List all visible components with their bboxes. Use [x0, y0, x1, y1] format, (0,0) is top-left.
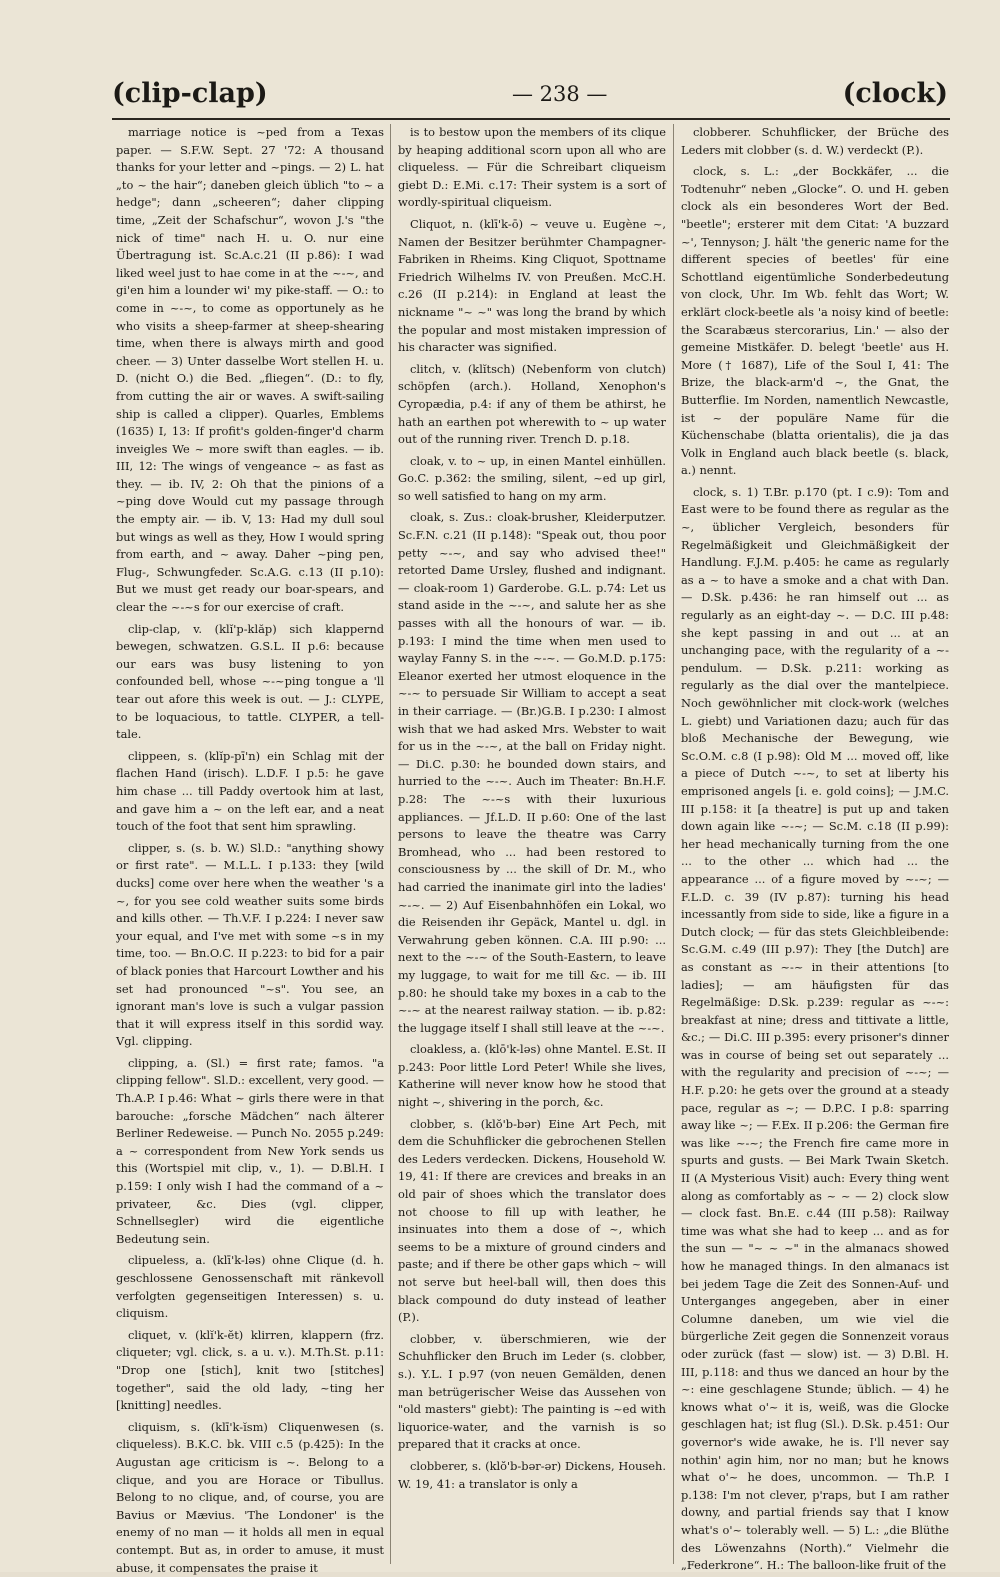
dictionary-entry: clip-clap, v. (klĭ'p-klăp) sich klappernd bewegen, schwatzen. G.S.L. II p.6: because our ears was busy listening to yon confounded bell, whose ~-~ping tongue a 'll tear out afore this week is out. — J.: CLYPE, to be loquacious, to tattle. CLYPER, a tell-tale. [116, 621, 384, 742]
dictionary-entry: clobberer. Schuhflicker, der Brüche des Leders mit clobber (s. d. W.) verdeckt (P.). [681, 125, 949, 157]
dictionary-entry: cloak, s. Zus.: cloak-brusher, Kleiderputzer. Sc.F.N. c.21 (II p.148): "Speak out, thou poor petty ~-~, and say who advised thee!" retorted Dame Ursley, flushed and indignant. — cloak-room 1) Garderobe. G.L. p.74: Let us stand aside in the ~-~, and salute her as she passes with all the honours of war. — ib. p.193: I mind the time when men used to waylay Fanny S. in the ~-~. — Go.M.D. p.175: Eleanor exerted her utmost eloquence in the ~-~ to persuade Sir William to accept a seat in their carriage. — (Br.)G.B. I p.230: I almost wish that we had asked Mrs. Webster to wait for us in the ~-~, at the ball on Friday night. — Di.C. p.30: he bounded down stairs, and hurried to the ~-~. Auch im Theater: Bn.H.F. p.28: The ~-~s with their luxurious appliances. — Jf.L.D. II p.60: One of the last persons to leave the theatre was Carry Bromhead, who ... had been restored to consciousness by ... the skill of Dr. M., who had carried the inanimate girl into the ladies' ~-~. — 2) Auf Eisenbahnhöfen ein Lokal, wo die Reisenden ihr Gepäck, Mantel u. dgl. in Verwahrung geben können. C.A. III p.90: ... next to the ~-~ of the South-Eastern, to leave my luggage, to wait for me till &c. — ib. III p.80: he should take my boxes in a cab to the ~-~ at the nearest railway station. — ib. p.82: the luggage itself I shall still leave at the ~-~. [398, 510, 666, 1035]
dictionary-entry: clobber, s. (klŏ'b-bər) Eine Art Pech, mit dem die Schuhflicker die gebrochenen Stellen des Leders verdecken. Dickens, Household W. 19, 41: If there are crevices and breaks in an old pair of shoes which the translator does not choose to fill up with leather, he insinuates into them a dose of ~, which seems to be a mixture of ground cinders and paste; and if there be other gaps which ~ will not serve but heel-ball will, then does this black compound do duty instead of leather (P.). [398, 1116, 666, 1325]
dictionary-entry: clock, s. L.: „der Bockkäfer, ... die Todtenuhr“ neben „Glocke“. O. und H. geben clock als ein besonderes Wort der Bed. "beetle"; ersterer mit dem Citat: 'A buzzard ~', Tennyson; J. hält 'the generic name for the different species of beetles' für eine Schottland eigentümliche Sonderbedeutung von clock, Uhr. Im Wb. fehlt das Wort; W. erklärt clock-beetle als 'a noisy kind of beetle: the Scarabæus stercorarius, Lin.' — also der gemeine Mistkäfer. D. belegt 'beetle' aus H. More († 1687), Life of the Soul I, 41: The Brize, the black-arm'd ~, the Gnat, the Butterflie. Im Norden, namentlich Newcastle, ist ~ der populäre Name für die Küchenschabe (blatta orientalis), die ja das Volk in England auch black beetle (s. black, a.) nennt. [681, 164, 949, 478]
dictionary-entry: clipper, s. (s. b. W.) Sl.D.: "anything showy or first rate". — M.L.L. I p.133: they [wild ducks] come over here when the weather 's a ~, for you see cold weather suits some birds and kills other. — Th.V.F. I p.224: I never saw your equal, and I've met with some ~s in my time, too. — Bn.O.C. II p.223: to bid for a pair of black ponies that Harcourt Lowther and his set had pronounced "~s". You see, an ignorant man's love is such a vulgar passion that it will express itself in this sordid way. Vgl. clipping. [116, 840, 384, 1049]
dictionary-entry: Cliquot, n. (klī'k-ō) ~ veuve u. Eugène ~, Namen der Besitzer berühmter Champagner-Fabriken in Rheims. King Cliquot, Spottname Friedrich Wilhelms IV. von Preußen. McC.H. c.26 (II p.214): in England at least the nickname "~ ~" was long the brand by which the popular and most mistaken impression of his character was signified. [398, 216, 666, 355]
column-3 [681, 124, 949, 1573]
column-divider [390, 124, 391, 1564]
page-header [112, 78, 950, 118]
dictionary-entry: is to bestow upon the members of its clique by heaping additional scorn upon all who are cliqueless. — Für die Schreibart cliqueism giebt D.: E.Mi. c.17: Their system is a sort of wordly-spiritual cliqueism. [398, 125, 666, 210]
column-2 [398, 124, 666, 1564]
page-number: — 238 — [512, 82, 608, 106]
dictionary-entry: marriage notice is ~ped from a Texas paper. — S.F.W. Sept. 27 '72: A thousand thanks for your letter and ~pings. — 2) L. hat „to ~ the hair“; daneben gleich üblich "to ~ a hedge"; dann „scheeren“; daher clipping time, „Zeit der Schafschur“, wovon J.'s "the nick of time" nach H. u. O. nur eine Übertragung ist. Sc.A.c.21 (II p.86): I wad liked weel just to hae come in at the ~-~, and gi'en him a lounder wi' my pike-staff. — O.: to come in ~-~, to come as opportunely as he who visits a sheep-farmer at sheep-shearing time, when there is always mirth and good cheer. — 3) Unter dasselbe Wort stellen H. u. D. (nicht O.) die Bed. „fliegen“. (D.: to fly, from cutting the air or waves. A swift-sailing ship is called a clipper). Quarles, Emblems (1635) I, 13: If profit's golden-finger'd charm inveigles We ~ more swift than eagles. — ib. III, 12: The wings of vengeance ~ as fast as they. — ib. IV, 2: Oh that the pinions of a ~ping dove Would cut my passage through the empty air. — ib. V, 13: Had my dull soul but wings as well as they, How I would spring from earth, and ~ away. Daher ~ping pen, Flug-, Schwungfeder. Sc.A.G. c.13 (II p.10): But we must get ready our boar-spears, and clear the ~-~s for our exercise of craft. [116, 125, 384, 615]
dictionary-entry: clock, s. 1) T.Br. p.170 (pt. I c.9): Tom and East were to be found there as regular as the ~, üblicher Vergleich, besonders für Regelmäßigkeit und Gleichmäßigkeit der Handlung. F.J.M. p.405: he came as regularly as a ~ to have a smoke and a chat with Dan. — D.Sk. p.436: he ran himself out ... as regularly as an eight-day ~. — D.C. III p.48: she kept passing in and out ... at an unchanging pace, with the regularity of a ~-pendulum. — D.Sk. p.211: working as regularly as the dial over the mantelpiece. Noch gewöhnlicher mit clock-work (welches L. giebt) und Variationen dazu; auch für das bloß Mechanische der Bewegung, wie Sc.O.M. c.8 (I p.98): Old M ... moved off, like a piece of Dutch ~-~, to set at liberty his emprisoned angels [i. e. gold coins]; — J.M.C. III p.158: it [a theatre] is put up and taken down again like ~-~; — Sc.M. c.18 (II p.99): her head mechanically turning from the one ... to the other ... which had ... the appearance ... of a figure moved by ~-~; — F.L.D. c. 39 (IV p.87): turning his head incessantly from side to side, like a figure in a Dutch clock; — für das stets Gleichbleibende: Sc.G.M. c.49 (III p.97): They [the Dutch] are as constant as ~-~ in their attentions [to ladies]; — am häufigsten für das Regelmäßige: D.Sk. p.239: regular as ~-~: breakfast at nine; dress and tittivate a little, &c.; — Di.C. III p.395: every prisoner's dinner was in course of being set out separately ... with the regularity and precision of ~-~; — H.F. p.20: he gets over the ground at a steady pace, regular as ~; — D.P.C. I p.8: sparring away like ~; — F.Ex. II p.206: the German fire was like ~-~; the French fire came more in spurts and gusts. — Bei Mark Twain Sketch. II (A Mysterious Visit) auch: Every thing went along as comfortably as ~ ~ — 2) clock slow — clock fast. Bn.E. c.44 (III p.58): Railway time was what she had to keep ... and as for the sun — "~ ~ ~" in the almanacs showed how he managed things. In den almanacs ist bei jedem Tage die Zeit des Sonnen-Auf- und Unterganges angegeben, aber in einer Columne daneben, um wie viel die bürgerliche Zeit gegen die Sonnenzeit voraus oder zurück (fast — slow) ist. — 3) D.Bl. H. III, p.118: and thus we danced an hour by the ~: eine geschlagene Stunde; üblich. — 4) he knows what o'~ it is, weiß, was die Glocke geschlagen hat; ist flug (Sl.). D.Sk. p.451: Our governor's wide awake, he is. I'll never say nothin' agin him, nor no man; but he knows what o'~ he does, uncommon. — Th.P. I p.138: I'm not clever, p'raps, but I am rather downy, and partial friends say that I know what's o'~ tolerably well. — 5) L.: „die Blüthe des Löwenzahns (North).“ Vielmehr die „Federkrone“. H.: The balloon-like fruit of the [681, 484, 949, 1573]
dictionary-entry: clippeen, s. (klĭp-pī'n) ein Schlag mit der flachen Hand (irisch). L.D.F. I p.5: he gave him chase ... till Paddy overtook him at last, and gave him a ~ on the left ear, and a neat touch of the foot that sent him sprawling. [116, 748, 384, 834]
column-1 [116, 124, 384, 1575]
dictionary-entry: cloakless, a. (klō'k-ləs) ohne Mantel. E.St. II p.243: Poor little Lord Peter! While she lives, Katherine will never know how he stood that night ~, shivering in the porch, &c. [398, 1042, 666, 1110]
column-divider [673, 124, 674, 1564]
dictionary-entry: clobber, v. überschmieren, wie der Schuhflicker den Bruch im Leder (s. clobber, s.). Y.L. I p.97 (von neuen Gemälden, denen man betrügerischer Weise das Aussehen von "old masters" giebt): The painting is ~ed with liquorice-water, and the varnish is so prepared that it cracks at once. [398, 1331, 666, 1452]
dictionary-entry: clitch, v. (klĭtsch) (Nebenform von clutch) schöpfen (arch.). Holland, Xenophon's Cyropædia, p.4: if any of them be athirst, he hath an earthen pot wherewith to ~ up water out of the running river. Trench D. p.18. [398, 361, 666, 447]
dictionary-entry: cliquet, v. (klĭ'k-ĕt) klirren, klappern (frz. cliqueter; vgl. click, s. a u. v.). M.Th.St. p.11: "Drop one [stich], knit two [stitches] together", said the old lady, ~ting her [knitting] needles. [116, 1327, 384, 1413]
dictionary-entry: cloak, v. to ~ up, in einen Mantel einhüllen. Go.C. p.362: the smiling, silent, ~ed up girl, so well satisfied to hang on my arm. [398, 453, 666, 503]
header-left-catchword: (clip-clap) [112, 78, 268, 109]
header-rule [112, 118, 950, 120]
dictionary-entry: clipping, a. (Sl.) = first rate; famos. "a clipping fellow". Sl.D.: excellent, very good. — Th.A.P. I p.46: What ~ girls there were in that barouche: „forsche Mädchen“ nach älterer Berliner Redeweise. — Punch No. 2055 p.249: a ~ correspondent from New York sends us this (Wortspiel mit clip, v., 1). — D.Bl.H. I p.159: I only wish I had the command of a ~ privateer, &c. Dies (vgl. clipper, Schnellsegler) wird die eigentliche Bedeutung sein. [116, 1055, 384, 1246]
header-right-catchword: (clock) [842, 78, 948, 109]
dictionary-entry: clobberer, s. (klŏ'b-bər-ər) Dickens, Househ. W. 19, 41: a translator is only a [398, 1458, 666, 1491]
dictionary-entry: cliquism, s. (klī'k-ĭsm) Cliquenwesen (s. cliqueless). B.K.C. bk. VIII c.5 (p.425): In the Augustan age criticism is ~. Belong to a clique, and you are Horace or Tibullus. Belong to no clique, and, of course, you are Bavius or Mævius. 'The Londoner' is the enemy of no man — it holds all men in equal contempt. But as, in order to amuse, it must abuse, it compensates the praise it [116, 1419, 384, 1575]
dictionary-entry: clipueless, a. (klī'k-ləs) ohne Clique (d. h. geschlossene Genossenschaft mit ränkevoll verfolgten gegenseitigen Interessen) s. u. cliquism. [116, 1253, 384, 1321]
